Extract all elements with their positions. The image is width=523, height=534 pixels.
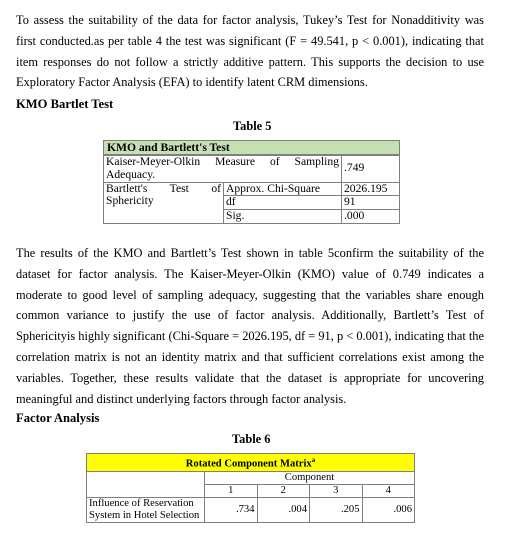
matrix-row-label: Influence of Reservation System in Hotel Selection bbox=[87, 497, 205, 522]
rotated-component-matrix bbox=[86, 453, 415, 523]
component-column-header: 3 bbox=[310, 484, 363, 497]
intro-paragraph: To assess the suitability of the data for factor analysis, Tukey’s Test for Nonadditivity was first conducted.as per table 4 the test was significant (F = 49.541, p < 0.001), indicating that item responses do not follow a strictly additive pattern. This supports the decision to use Exploratory Factor Analysis (EFA) to identify latent CRM dimensions. bbox=[16, 13, 484, 90]
bartlett-row-label: Sig. bbox=[224, 210, 342, 224]
bartlett-row-value: 91 bbox=[342, 196, 400, 210]
kmo-label: Kaiser-Meyer-Olkin Measure of Sampling Adequacy. bbox=[104, 156, 342, 183]
component-column-header: 1 bbox=[205, 484, 258, 497]
matrix-cell: .205 bbox=[310, 497, 363, 522]
bartlett-row-value: .000 bbox=[342, 210, 400, 224]
component-column-header: 4 bbox=[362, 484, 415, 497]
table6-title: Rotated Component Matrix$^a$ bbox=[87, 454, 415, 472]
kmo-value: .749 bbox=[342, 156, 400, 183]
table5-caption: Table 5 bbox=[233, 119, 272, 133]
component-column-header: 2 bbox=[257, 484, 310, 497]
bartlett-row-value: 2026.195 bbox=[342, 182, 400, 196]
bartlett-label: Bartlett's Test of Sphericity bbox=[104, 182, 224, 223]
component-header: Component bbox=[205, 471, 415, 484]
section-heading-kmo: KMO Bartlet Test bbox=[16, 97, 114, 111]
matrix-cell: .734 bbox=[205, 497, 258, 522]
matrix-cell: .004 bbox=[257, 497, 310, 522]
table5-title: KMO and Bartlett's Test bbox=[103, 140, 400, 155]
kmo-results-paragraph: The results of the KMO and Bartlett’s Test shown in table 5confirm the suitability of the dataset for factor analysis. The Kaiser-Meyer-Olkin (KMO) value of 0.749 indicates a moderate to good level of sampling adequacy, suggesting that the variables share enough common variance to justify the use of factor analysis. Additionally, Bartlett’s Test of Sphericityis highly significant (Chi-Square = 2026.195, df = 91, p < 0.001), indicating that the correlation matrix is not an identity matrix and that sufficient correlations exist among the variables. Together, these results validate that the dataset is appropriate for uncovering meaningful and distinct underlying factors through factor analysis. bbox=[16, 246, 484, 406]
table6-caption: Table 6 bbox=[232, 432, 271, 446]
bartlett-row-label: Approx. Chi-Square bbox=[224, 182, 342, 196]
section-heading-factor: Factor Analysis bbox=[16, 411, 100, 425]
bartlett-row-label: df bbox=[224, 196, 342, 210]
kmo-bartlett-table bbox=[103, 140, 400, 224]
matrix-cell: .006 bbox=[362, 497, 415, 522]
